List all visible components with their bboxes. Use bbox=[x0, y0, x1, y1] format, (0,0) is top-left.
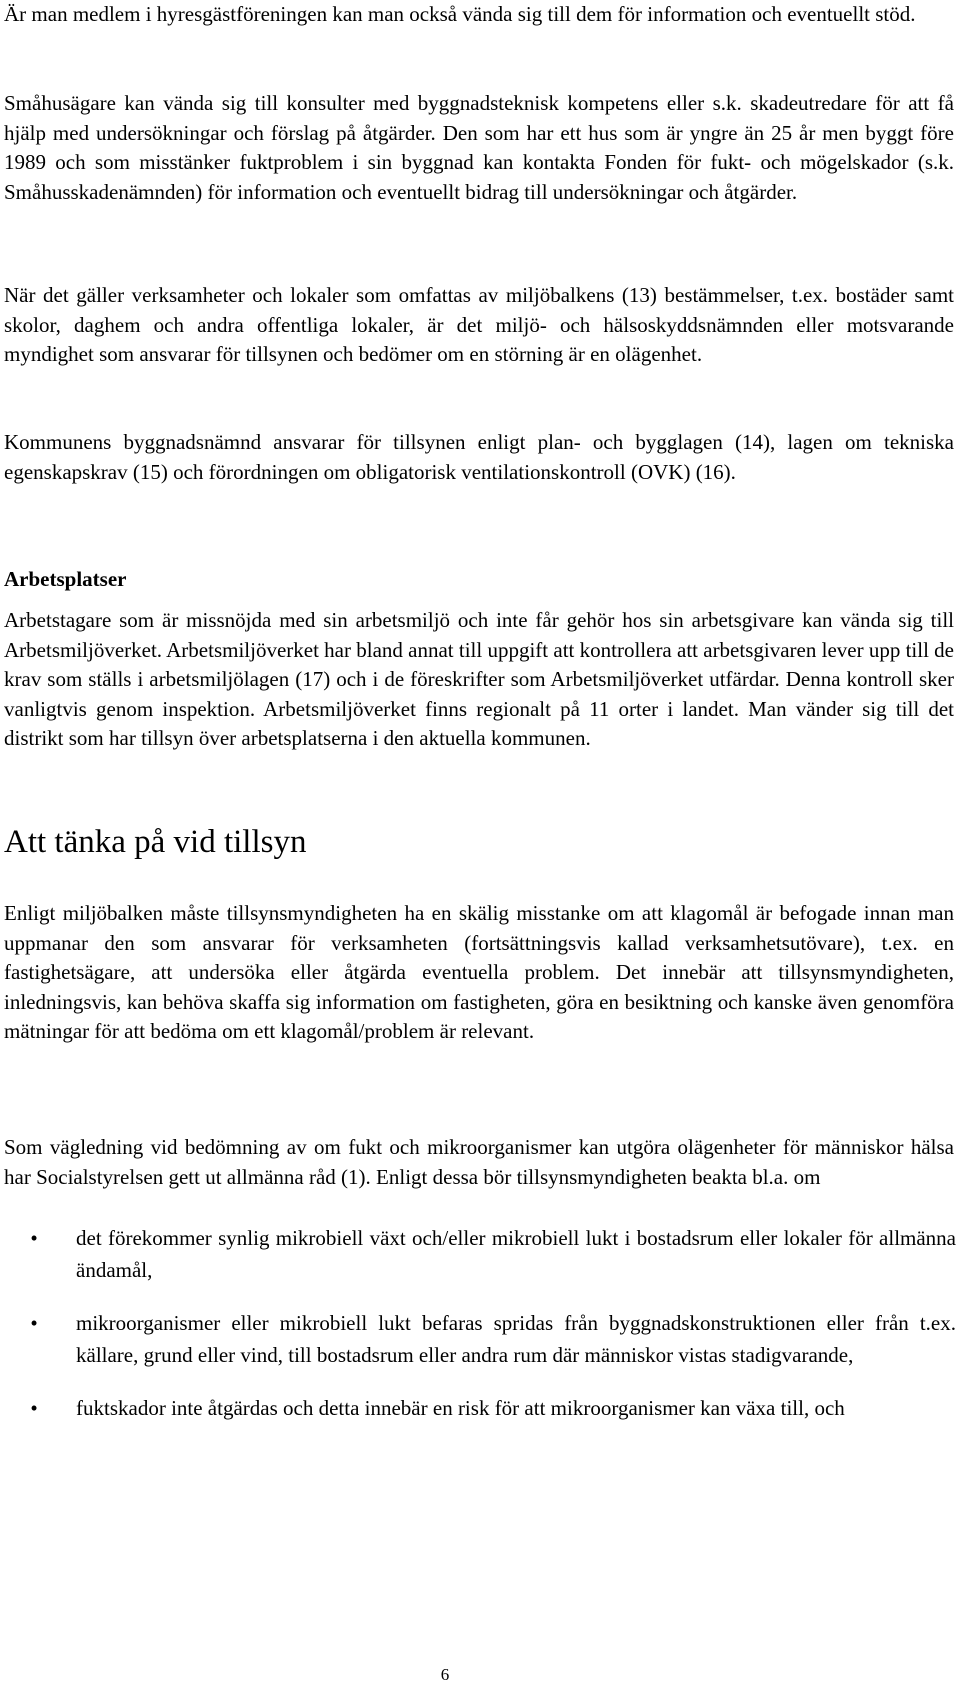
criteria-list bbox=[0, 1222, 956, 1424]
paragraph-smahusagare: Småhusägare kan vända sig till konsulter med byggnadsteknisk kompetens eller s.k. skadeutredare för att få hjälp med undersökningar och förslag på åtgärder. Den som har ett hus som är yngre än 25 år men byggt före 1989 och som misstänker fuktproblem i sin byggnad kan kontakta Fonden för fukt- och mögelskador (s.k. Småhusskadenämnden) för information och eventuellt bidrag till undersökningar och åtgärder. bbox=[4, 91, 954, 204]
list-item bbox=[0, 1392, 956, 1424]
paragraph-arbetstagare: Arbetstagare som är missnöjda med sin arbetsmiljö och inte får gehör hos sin arbetsgivare kan vända sig till Arbetsmiljöverket. Arbetsmiljöverket har bland annat till uppgift att kontrollera att arbetsgivaren lever upp till de krav som ställs i arbetsmiljölagen (17) och i de föreskrifter som Arbetsmiljöverket utfärdar. Denna kontroll sker vanligtvis genom inspektion. Arbetsmiljöverket finns regionalt på 11 orter i landet. Man vänder sig till det distrikt som har tillsyn över arbetsplatserna i den aktuella kommunen. bbox=[4, 608, 954, 751]
list-item-text: mikroorganismer eller mikrobiell lukt befaras spridas från byggnadskonstruktionen eller från t.ex. källare, grund eller vind, till bostadsrum eller andra rum där människor vistas stadigvarande, bbox=[76, 1311, 956, 1367]
paragraph-byggnadsnamnd: Kommunens byggnadsnämnd ansvarar för tillsynen enligt plan- och bygglagen (14), lagen om tekniska egenskapskrav (15) och förordningen om obligatorisk ventilationskontroll (OVK) (16). bbox=[4, 430, 954, 484]
bullet-icon: • bbox=[30, 1311, 38, 1335]
list-item-text: det förekommer synlig mikrobiell växt och/eller mikrobiell lukt i bostadsrum eller lokaler för allmänna ändamål, bbox=[76, 1226, 956, 1282]
paragraph-hyresgast: Är man medlem i hyresgästföreningen kan man också vända sig till dem för information och eventuellt stöd. bbox=[4, 2, 916, 26]
paragraph-skalig-misstanke: Enligt miljöbalken måste tillsynsmyndigheten ha en skälig misstanke om att klagomål är befogade innan man uppmanar den som ansvarar för verksamheten (fortsättningsvis kallad verksamhetsutövare), t.ex. en fastighetsägare, att undersöka eller åtgärda eventuella problem. Det innebär att tillsynsmyndigheten, inledningsvis, kan behöva skaffa sig information om fastigheten, göra en besiktning och kanske även genomföra mätningar för att bedöma om ett klagomål/problem är relevant. bbox=[4, 901, 954, 1044]
list-item bbox=[0, 1222, 956, 1286]
page-number: 6 bbox=[440, 1665, 450, 1684]
list-item bbox=[0, 1307, 956, 1371]
heading-arbetsplatser: Arbetsplatser bbox=[4, 567, 127, 591]
bullet-icon: • bbox=[30, 1226, 38, 1250]
list-item-text: fuktskador inte åtgärdas och detta innebär en risk för att mikroorganismer kan växa till, och bbox=[76, 1396, 845, 1420]
paragraph-miljobalken: När det gäller verksamheter och lokaler som omfattas av miljöbalkens (13) bestämmelser, t.ex. bostäder samt skolor, daghem och andra offentliga lokaler, är det miljö- och hälsoskyddsnämnden eller motsvarande myndighet som ansvarar för tillsynen och bedömer om en störning är en olägenhet. bbox=[4, 283, 954, 367]
bullet-icon: • bbox=[30, 1396, 38, 1420]
paragraph-vagledning: Som vägledning vid bedömning av om fukt och mikroorganismer kan utgöra olägenheter för människor hälsa har Socialstyrelsen gett ut allmänna råd (1). Enligt dessa bör tillsynsmyndigheten beakta bl.a. om bbox=[4, 1135, 954, 1189]
heading-att-tanka-pa-vid-tillsyn: Att tänka på vid tillsyn bbox=[4, 824, 307, 860]
